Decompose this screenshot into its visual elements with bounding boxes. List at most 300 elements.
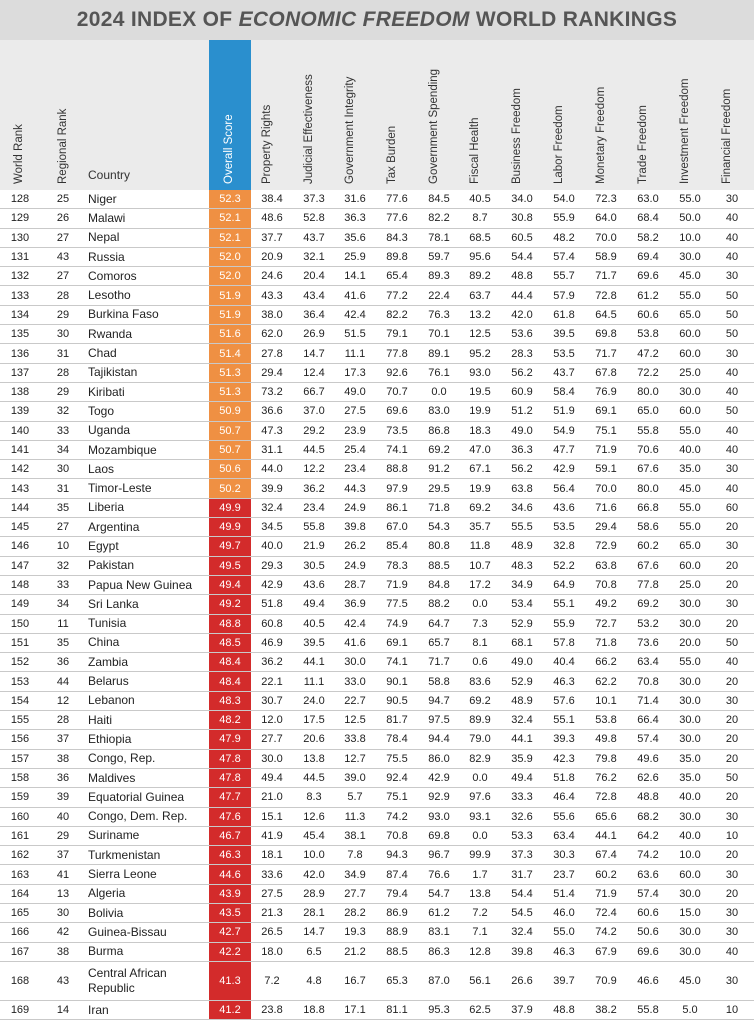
page-title <box>0 0 754 40</box>
category-score-cell: 32.4 <box>261 501 283 514</box>
category-score-cell: 14.7 <box>303 926 325 939</box>
category-score-cell: 55.0 <box>679 193 701 206</box>
category-score-cell: 42.4 <box>344 617 366 630</box>
category-score-cell: 15.0 <box>679 907 701 920</box>
category-score-cell: 76.2 <box>595 772 617 785</box>
category-score-cell: 40 <box>725 482 739 495</box>
category-score-cell: 30.0 <box>679 386 701 399</box>
category-score-cell: 35.7 <box>469 521 491 534</box>
regional-rank-cell: 29 <box>56 386 70 399</box>
category-score-cell: 55.1 <box>553 598 575 611</box>
category-score-cell: 11.1 <box>303 675 325 688</box>
category-score-cell: 30.0 <box>679 887 701 900</box>
category-score-cell: 55.0 <box>679 521 701 534</box>
header-overall-score-cell <box>209 40 251 190</box>
regional-rank-cell: 32 <box>56 559 70 572</box>
country-cell: Comoros <box>88 268 137 283</box>
category-score-cell: 71.9 <box>595 444 617 456</box>
category-score-cell: 34.0 <box>511 193 533 206</box>
regional-rank-cell: 38 <box>56 752 70 765</box>
category-score-cell: 55.8 <box>637 1004 659 1017</box>
category-score-cell: 51.5 <box>344 328 366 341</box>
country-cell: Tajikistan <box>88 365 138 380</box>
category-score-cell: 80.0 <box>637 386 659 399</box>
category-score-cell: 26.5 <box>261 926 283 939</box>
category-score-cell: 56.4 <box>553 482 575 495</box>
category-score-cell: 50 <box>725 328 739 341</box>
category-score-cell: 26.6 <box>511 974 533 987</box>
country-cell: Laos <box>88 461 115 476</box>
category-score-cell: 48.6 <box>261 212 283 225</box>
category-score-cell: 55.7 <box>553 270 575 283</box>
category-score-cell: 5.0 <box>682 1004 698 1017</box>
category-score-cell: 37.9 <box>511 1004 533 1017</box>
category-score-cell: 75.5 <box>386 752 408 765</box>
table-row <box>0 306 754 325</box>
category-score-cell: 30.0 <box>679 694 701 707</box>
category-score-cell: 36.6 <box>261 405 283 418</box>
category-score-cell: 34.9 <box>344 868 366 881</box>
category-score-cell: 48.9 <box>511 540 533 553</box>
category-score-cell: 79.8 <box>595 752 617 765</box>
world-rank-cell: 167 <box>10 945 30 958</box>
category-score-cell: 54.4 <box>511 251 533 264</box>
category-score-cell: 24.0 <box>303 694 325 707</box>
regional-rank-cell: 27 <box>56 231 70 244</box>
category-score-cell: 40 <box>725 231 739 244</box>
category-score-cell: 36.4 <box>303 308 325 321</box>
category-score-cell: 17.5 <box>303 714 325 727</box>
category-score-cell: 88.5 <box>428 559 450 572</box>
regional-rank-cell: 30 <box>56 907 70 920</box>
category-score-cell: 56.2 <box>511 463 533 476</box>
category-score-cell: 20 <box>725 791 739 804</box>
category-score-cell: 53.8 <box>637 328 659 341</box>
regional-rank-cell: 38 <box>56 945 70 958</box>
category-score-cell: 30.8 <box>511 212 533 225</box>
overall-score-cell: 51.3 <box>209 383 251 401</box>
world-rank-cell: 168 <box>10 974 30 987</box>
category-score-cell: 25.0 <box>679 366 701 379</box>
category-score-cell: 57.9 <box>553 289 575 302</box>
category-score-cell: 88.9 <box>386 926 408 939</box>
overall-score-cell: 52.3 <box>209 190 251 208</box>
category-score-cell: 47.2 <box>637 347 659 360</box>
header-category: Government Integrity <box>344 76 356 184</box>
country-cell: Argentina <box>88 519 140 534</box>
category-score-cell: 13.8 <box>303 752 325 765</box>
category-score-cell: 69.6 <box>637 945 659 958</box>
category-score-cell: 40.4 <box>553 656 575 669</box>
category-score-cell: 60.5 <box>511 231 533 244</box>
category-score-cell: 86.3 <box>428 945 450 958</box>
category-score-cell: 39.5 <box>553 328 575 341</box>
table-row <box>0 518 754 537</box>
table-row <box>0 267 754 286</box>
category-score-cell: 24.9 <box>344 559 366 572</box>
category-score-cell: 40.0 <box>679 791 701 804</box>
category-score-cell: 70.9 <box>595 974 617 987</box>
category-score-cell: 77.8 <box>637 579 659 592</box>
category-score-cell: 39.9 <box>261 482 283 495</box>
category-score-cell: 67.4 <box>595 849 617 862</box>
category-score-cell: 20 <box>725 579 739 592</box>
category-score-cell: 71.7 <box>595 270 617 283</box>
category-score-cell: 54.9 <box>553 424 575 437</box>
world-rank-cell: 136 <box>10 347 30 360</box>
category-score-cell: 51.8 <box>553 772 575 785</box>
category-score-cell: 10 <box>725 829 739 842</box>
regional-rank-cell: 35 <box>56 636 70 649</box>
category-score-cell: 6.5 <box>306 945 322 958</box>
overall-score-cell: 41.3 <box>209 962 251 1000</box>
category-score-cell: 39.3 <box>553 733 575 746</box>
category-score-cell: 55.0 <box>679 501 701 514</box>
regional-rank-cell: 34 <box>56 598 70 611</box>
world-rank-cell: 166 <box>10 926 30 939</box>
table-row <box>0 846 754 865</box>
country-cell: Egypt <box>88 538 119 553</box>
category-score-cell: 85.4 <box>386 540 408 553</box>
title-part-2: ECONOMIC FREEDOM <box>238 8 470 31</box>
category-score-cell: 14.1 <box>344 270 366 283</box>
category-score-cell: 7.3 <box>472 617 488 630</box>
world-rank-cell: 130 <box>10 231 30 244</box>
category-score-cell: 55.0 <box>679 289 701 302</box>
category-score-cell: 41.6 <box>344 289 366 302</box>
table-row <box>0 460 754 479</box>
world-rank-cell: 163 <box>10 868 30 881</box>
overall-score-cell: 48.4 <box>209 653 251 671</box>
category-score-cell: 65.4 <box>386 270 408 283</box>
regional-rank-cell: 10 <box>56 540 70 553</box>
category-score-cell: 84.5 <box>428 193 450 206</box>
category-score-cell: 42.0 <box>511 308 533 321</box>
category-score-cell: 57.4 <box>637 733 659 746</box>
world-rank-cell: 152 <box>10 656 30 669</box>
header-category: Property Rights <box>261 104 273 184</box>
category-score-cell: 87.4 <box>386 868 408 881</box>
category-score-cell: 35.6 <box>344 231 366 244</box>
world-rank-cell: 140 <box>10 424 30 437</box>
regional-rank-cell: 35 <box>56 501 70 514</box>
category-score-cell: 20 <box>725 887 739 900</box>
table-row <box>0 1001 754 1020</box>
category-score-cell: 20 <box>725 617 739 630</box>
overall-score-cell: 50.6 <box>209 460 251 478</box>
category-score-cell: 41.6 <box>344 636 366 649</box>
header-world-rank: World Rank <box>13 124 25 184</box>
category-score-cell: 66.7 <box>303 386 325 399</box>
table-row <box>0 441 754 460</box>
category-score-cell: 49.2 <box>595 598 617 611</box>
header-regional-rank: Regional Rank <box>57 108 69 184</box>
header-category: Fiscal Health <box>469 117 481 184</box>
category-score-cell: 89.3 <box>428 270 450 283</box>
category-score-cell: 30.0 <box>344 656 366 669</box>
overall-score-cell: 46.7 <box>209 827 251 845</box>
regional-rank-cell: 43 <box>56 251 70 264</box>
world-rank-cell: 164 <box>10 887 30 900</box>
category-score-cell: 54.4 <box>511 887 533 900</box>
category-score-cell: 12.4 <box>303 366 325 379</box>
world-rank-cell: 158 <box>10 772 30 785</box>
category-score-cell: 1.7 <box>472 868 488 881</box>
category-score-cell: 49.0 <box>511 424 533 437</box>
category-score-cell: 60.0 <box>679 347 701 360</box>
world-rank-cell: 149 <box>10 598 30 611</box>
category-score-cell: 50 <box>725 289 739 302</box>
category-score-cell: 22.4 <box>428 289 450 302</box>
overall-score-cell: 52.0 <box>209 267 251 285</box>
category-score-cell: 58.8 <box>428 675 450 688</box>
category-score-cell: 92.6 <box>386 366 408 379</box>
overall-score-cell: 42.7 <box>209 923 251 941</box>
category-score-cell: 73.2 <box>261 386 283 399</box>
category-score-cell: 45.0 <box>679 270 701 283</box>
category-score-cell: 78.1 <box>428 231 450 244</box>
category-score-cell: 20 <box>725 559 739 572</box>
category-score-cell: 29.3 <box>261 559 283 572</box>
category-score-cell: 27.5 <box>344 405 366 418</box>
category-score-cell: 58.6 <box>637 521 659 534</box>
category-score-cell: 43.7 <box>303 231 325 244</box>
category-score-cell: 52.9 <box>511 617 533 630</box>
category-score-cell: 40.0 <box>679 829 701 842</box>
category-score-cell: 74.1 <box>386 444 408 456</box>
category-score-cell: 50 <box>725 772 739 785</box>
category-score-cell: 35.9 <box>511 752 533 765</box>
regional-rank-cell: 14 <box>56 1004 70 1017</box>
category-score-cell: 55.9 <box>553 212 575 225</box>
category-score-cell: 39.7 <box>553 974 575 987</box>
country-cell: Papua New Guinea <box>88 577 193 592</box>
category-score-cell: 32.8 <box>553 540 575 553</box>
category-score-cell: 51.9 <box>553 405 575 418</box>
category-score-cell: 30 <box>725 868 739 881</box>
category-score-cell: 63.8 <box>511 482 533 495</box>
category-score-cell: 55.8 <box>303 521 325 534</box>
category-score-cell: 46.3 <box>553 675 575 688</box>
category-score-cell: 10.0 <box>679 849 701 862</box>
country-cell: Malawi <box>88 210 126 225</box>
category-score-cell: 82.2 <box>428 212 450 225</box>
category-score-cell: 60 <box>725 501 739 514</box>
category-score-cell: 20 <box>725 752 739 765</box>
category-score-cell: 94.7 <box>428 694 450 707</box>
category-score-cell: 50.0 <box>679 212 701 225</box>
category-score-cell: 13.8 <box>469 887 491 900</box>
world-rank-cell: 151 <box>10 636 30 649</box>
category-score-cell: 65.0 <box>679 308 701 321</box>
overall-score-cell: 48.5 <box>209 634 251 652</box>
regional-rank-cell: 37 <box>56 733 70 746</box>
table-row <box>0 557 754 576</box>
category-score-cell: 32.4 <box>511 714 533 727</box>
category-score-cell: 65.0 <box>637 405 659 418</box>
category-score-cell: 58.9 <box>595 251 617 264</box>
category-score-cell: 67.6 <box>637 463 659 476</box>
category-score-cell: 26.9 <box>303 328 325 341</box>
category-score-cell: 18.0 <box>261 945 283 958</box>
overall-score-cell: 47.9 <box>209 730 251 748</box>
table-row <box>0 923 754 942</box>
regional-rank-cell: 31 <box>56 482 70 495</box>
world-rank-cell: 141 <box>10 444 30 456</box>
table-row <box>0 402 754 421</box>
category-score-cell: 22.1 <box>261 675 283 688</box>
category-score-cell: 38.2 <box>595 1004 617 1017</box>
category-score-cell: 35.0 <box>679 772 701 785</box>
category-score-cell: 67.6 <box>637 559 659 572</box>
category-score-cell: 50 <box>725 308 739 321</box>
category-score-cell: 25.4 <box>344 444 366 456</box>
category-score-cell: 70.8 <box>595 579 617 592</box>
category-score-cell: 47.3 <box>261 424 283 437</box>
category-score-cell: 30.7 <box>261 694 283 707</box>
category-score-cell: 40.5 <box>303 617 325 630</box>
country-cell: Congo, Dem. Rep. <box>88 809 188 824</box>
category-score-cell: 93.0 <box>469 366 491 379</box>
world-rank-cell: 161 <box>10 829 30 842</box>
header-category: Monetary Freedom <box>595 86 607 184</box>
category-score-cell: 40 <box>725 386 739 399</box>
category-score-cell: 89.2 <box>469 270 491 283</box>
header-category: Government Spending <box>428 68 440 184</box>
category-score-cell: 25.0 <box>679 579 701 592</box>
category-score-cell: 36.3 <box>511 444 533 456</box>
category-score-cell: 50 <box>725 405 739 418</box>
category-score-cell: 44.4 <box>511 289 533 302</box>
category-score-cell: 54.3 <box>428 521 450 534</box>
category-score-cell: 28.7 <box>344 579 366 592</box>
category-score-cell: 5.7 <box>347 791 363 804</box>
category-score-cell: 78.3 <box>386 559 408 572</box>
category-score-cell: 48.8 <box>637 791 659 804</box>
regional-rank-cell: 43 <box>56 974 70 987</box>
world-rank-cell: 135 <box>10 328 30 341</box>
category-score-cell: 86.9 <box>386 907 408 920</box>
overall-score-cell: 49.9 <box>209 499 251 517</box>
world-rank-cell: 128 <box>10 193 30 206</box>
header-category: Labor Freedom <box>553 105 565 184</box>
category-score-cell: 76.3 <box>428 308 450 321</box>
table-row <box>0 229 754 248</box>
category-score-cell: 60.0 <box>679 405 701 418</box>
category-score-cell: 75.1 <box>386 791 408 804</box>
category-score-cell: 99.9 <box>469 849 491 862</box>
country-cell: Tunisia <box>88 616 127 631</box>
table-header <box>0 40 754 190</box>
world-rank-cell: 145 <box>10 521 30 534</box>
category-score-cell: 20.0 <box>679 636 701 649</box>
world-rank-cell: 148 <box>10 579 30 592</box>
category-score-cell: 31.7 <box>511 868 533 881</box>
category-score-cell: 33.3 <box>511 791 533 804</box>
category-score-cell: 30.0 <box>679 598 701 611</box>
category-score-cell: 53.5 <box>553 521 575 534</box>
category-score-cell: 48.8 <box>553 1004 575 1017</box>
category-score-cell: 71.9 <box>386 579 408 592</box>
category-score-cell: 37.0 <box>303 405 325 418</box>
overall-score-cell: 41.2 <box>209 1001 251 1019</box>
category-score-cell: 19.9 <box>469 482 491 495</box>
category-score-cell: 55.9 <box>553 617 575 630</box>
category-score-cell: 84.3 <box>386 231 408 244</box>
category-score-cell: 53.5 <box>553 347 575 360</box>
table-row <box>0 904 754 923</box>
table-row <box>0 209 754 228</box>
category-score-cell: 30.0 <box>679 714 701 727</box>
category-score-cell: 45.0 <box>679 482 701 495</box>
category-score-cell: 8.7 <box>472 212 488 225</box>
header-country: Country <box>88 168 131 182</box>
category-score-cell: 30.0 <box>679 251 701 264</box>
category-score-cell: 30.0 <box>679 675 701 688</box>
country-cell: Central African Republic <box>88 965 167 995</box>
country-cell: Ethiopia <box>88 731 132 746</box>
category-score-cell: 55.8 <box>637 424 659 437</box>
category-score-cell: 30 <box>725 694 739 707</box>
category-score-cell: 7.2 <box>472 907 488 920</box>
category-score-cell: 32.1 <box>303 251 325 264</box>
category-score-cell: 7.1 <box>472 926 488 939</box>
header-category: Trade Freedom <box>637 105 649 184</box>
category-score-cell: 27.8 <box>261 347 283 360</box>
title-part-1: 2024 INDEX OF <box>76 8 239 31</box>
regional-rank-cell: 33 <box>56 424 70 437</box>
category-score-cell: 60.9 <box>511 386 533 399</box>
category-score-cell: 70.8 <box>386 829 408 842</box>
category-score-cell: 28.9 <box>303 887 325 900</box>
category-score-cell: 72.2 <box>637 366 659 379</box>
world-rank-cell: 155 <box>10 714 30 727</box>
category-score-cell: 25.9 <box>344 251 366 264</box>
country-cell: Lebanon <box>88 693 135 708</box>
category-score-cell: 76.9 <box>595 386 617 399</box>
overall-score-cell: 47.7 <box>209 788 251 806</box>
category-score-cell: 33.6 <box>261 868 283 881</box>
category-score-cell: 70.7 <box>386 386 408 399</box>
category-score-cell: 31.6 <box>344 193 366 206</box>
regional-rank-cell: 27 <box>56 270 70 283</box>
category-score-cell: 27.7 <box>344 887 366 900</box>
category-score-cell: 40 <box>725 212 739 225</box>
category-score-cell: 49.4 <box>261 772 283 785</box>
header-category: Business Freedom <box>511 88 523 184</box>
category-score-cell: 46.3 <box>553 945 575 958</box>
category-score-cell: 71.8 <box>595 636 617 649</box>
country-cell: China <box>88 635 120 650</box>
category-score-cell: 64.0 <box>595 212 617 225</box>
category-score-cell: 63.4 <box>553 829 575 842</box>
category-score-cell: 55.6 <box>553 810 575 823</box>
category-score-cell: 92.9 <box>428 791 450 804</box>
table-row <box>0 808 754 827</box>
category-score-cell: 11.3 <box>344 810 366 823</box>
category-score-cell: 42.9 <box>261 579 283 592</box>
category-score-cell: 44.1 <box>595 829 617 842</box>
table-row <box>0 479 754 498</box>
category-score-cell: 10.7 <box>469 559 491 572</box>
overall-score-cell: 50.7 <box>209 422 251 440</box>
category-score-cell: 42.9 <box>428 772 450 785</box>
category-score-cell: 77.2 <box>386 289 408 302</box>
category-score-cell: 79.0 <box>469 733 491 746</box>
overall-score-cell: 51.4 <box>209 344 251 362</box>
table-row <box>0 499 754 518</box>
category-score-cell: 23.4 <box>303 501 325 514</box>
